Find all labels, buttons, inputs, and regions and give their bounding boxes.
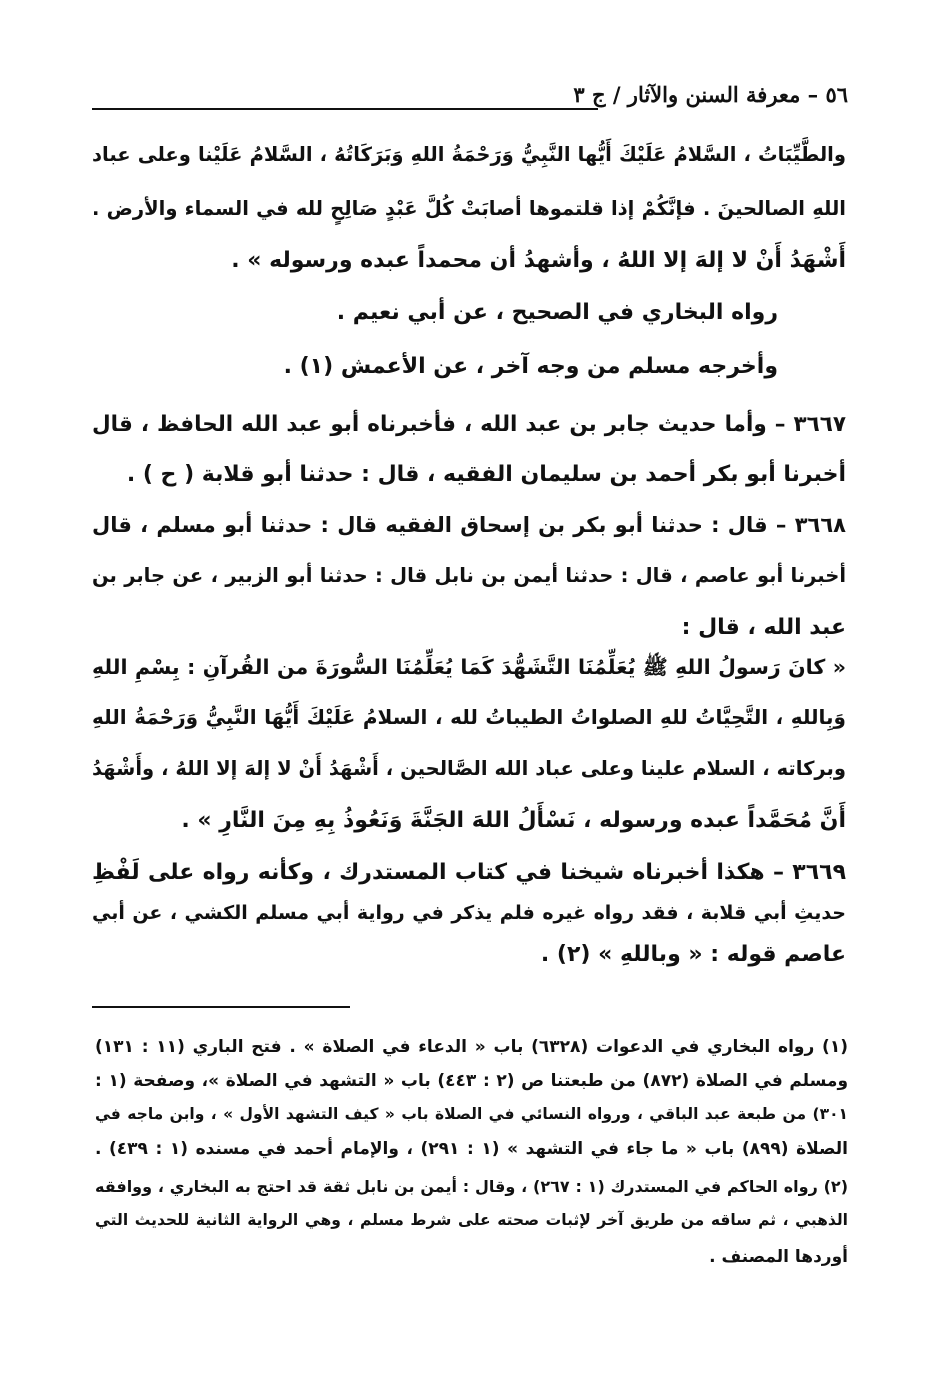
- footnote-line: الصلاة (٨٩٩) باب « ما جاء في التشهد » (١ : ٢٩١) ، والإمام أحمد في مسنده (١ : ٤٣٩) .: [95, 1139, 848, 1159]
- hadith-3669-line: حديثِ أبي قلابة ، فقد رواه غيره فلم يذكر في رواية أبي مسلم الكشي ، عن أبي: [92, 902, 846, 924]
- body-line: والطَّيِّبَاتُ ، السَّلامُ عَلَيْكَ أَيُّها النَّبِيُّ وَرَحْمَةُ اللهِ وَبَرَكَاتُهُ ، السَّلامُ عَلَيْنا وعلى عباد: [92, 143, 846, 166]
- footnote-line: ٣٠١) من طبعة عبد الباقي ، ورواه النسائي في الصلاة باب « كيف التشهد الأول » ، وابن ماجه في: [95, 1105, 848, 1123]
- hadith-text-line: « كانَ رَسولُ اللهِ ﷺ يُعَلِّمُنَا التَّشَهُّدَ كَمَا يُعَلِّمُنَا السُّورَةَ من القُرآنِ : بِسْمِ اللهِ: [92, 655, 846, 679]
- footnote-line: (١) رواه البخاري في الدعوات (٦٣٢٨) باب « الدعاء في الصلاة » . فتح الباري (١١ : ١٣١): [95, 1037, 848, 1057]
- footnote-line: (٢) رواه الحاكم في المستدرك (١ : ٢٦٧) ، وقال : أيمن بن نابل ثقة قد احتج به البخاري ، ووافقه: [95, 1177, 848, 1196]
- running-head: ٥٦ – معرفة السنن والآثار / ج ٣: [563, 82, 848, 107]
- hadith-text-line: أَنَّ مُحَمَّداً عبده ورسوله ، نَسْأَلُ اللهَ الجَنَّةَ وَنَعُوذُ بِهِ مِنَ النَّارِ » .: [181, 808, 846, 833]
- footnote-divider: [92, 1006, 350, 1008]
- footnote-line: ومسلم في الصلاة (٨٧٢) من طبعتنا ص (٢ : ٤٤٣) باب « التشهد في الصلاة »، وصفحة (١ :: [95, 1071, 849, 1091]
- hadith-3668-line: ٣٦٦٨ – قال : حدثنا أبو بكر بن إسحاق الفقيه قال : حدثنا أبو مسلم ، قال: [92, 513, 846, 537]
- hadith-3668-line: أخبرنا أبو عاصم ، قال : حدثنا أيمن بن نابل قال : حدثنا أبو الزبير ، عن جابر بن: [92, 564, 846, 587]
- hadith-3667-line: أخبرنا أبو بكر أحمد بن سليمان الفقيه ، قال : حدثنا أبو قلابة ( ح ) .: [126, 462, 846, 487]
- body-line: وأخرجه مسلم من وجه آخر ، عن الأعمش (١) .: [283, 354, 778, 379]
- body-line: رواه البخاري في الصحيح ، عن أبي نعيم .: [336, 300, 778, 325]
- page-header: [92, 82, 848, 122]
- hadith-text-line: وبركاته ، السلام علينا وعلى عباد الله الصَّالحين ، أَشْهَدُ أَنْ لا إلهَ إلا اللهُ ، وأَشْهَدُ: [92, 757, 846, 780]
- header-rule: [92, 108, 598, 110]
- body-line: أَشْهَدُ أَنْ لا إلهَ إلا اللهُ ، وأشهدُ أن محمداً عبده ورسوله » .: [231, 248, 846, 273]
- hadith-text-line: وَبِاللهِ ، التَّحِيَّاتُ للهِ الصلواتُ الطيباتُ لله ، السلامُ عَلَيْكَ أَيُّهَا النَّبِيُّ وَرَحْمَةُ اللهِ: [92, 705, 846, 729]
- body-line: اللهِ الصالحينَ . فإنَّكُمْ إذا قلتموها أصابَتْ كُلَّ عَبْدٍ صَالِحٍ لله في السماء والأرض .: [92, 197, 846, 220]
- hadith-3668-line: عبد الله ، قال :: [681, 615, 846, 640]
- footnote-line: أوردها المصنف .: [709, 1247, 848, 1267]
- hadith-3669-line: ٣٦٦٩ – هكذا أخبرناه شيخنا في كتاب المستدرك ، وكأنه رواه على لَفْظِ: [92, 860, 846, 885]
- footnote-line: الذهبي ، ثم ساقه من طريق آخر لإثبات صحته على شرط مسلم ، وهي الرواية الثانية للحديث التي: [95, 1211, 848, 1229]
- hadith-3667-line: ٣٦٦٧ – وأما حديث جابر بن عبد الله ، فأخبرناه أبو عبد الله الحافظ ، قال: [92, 412, 846, 437]
- hadith-3669-line: عاصم قوله : « وباللهِ » (٢) .: [540, 942, 846, 967]
